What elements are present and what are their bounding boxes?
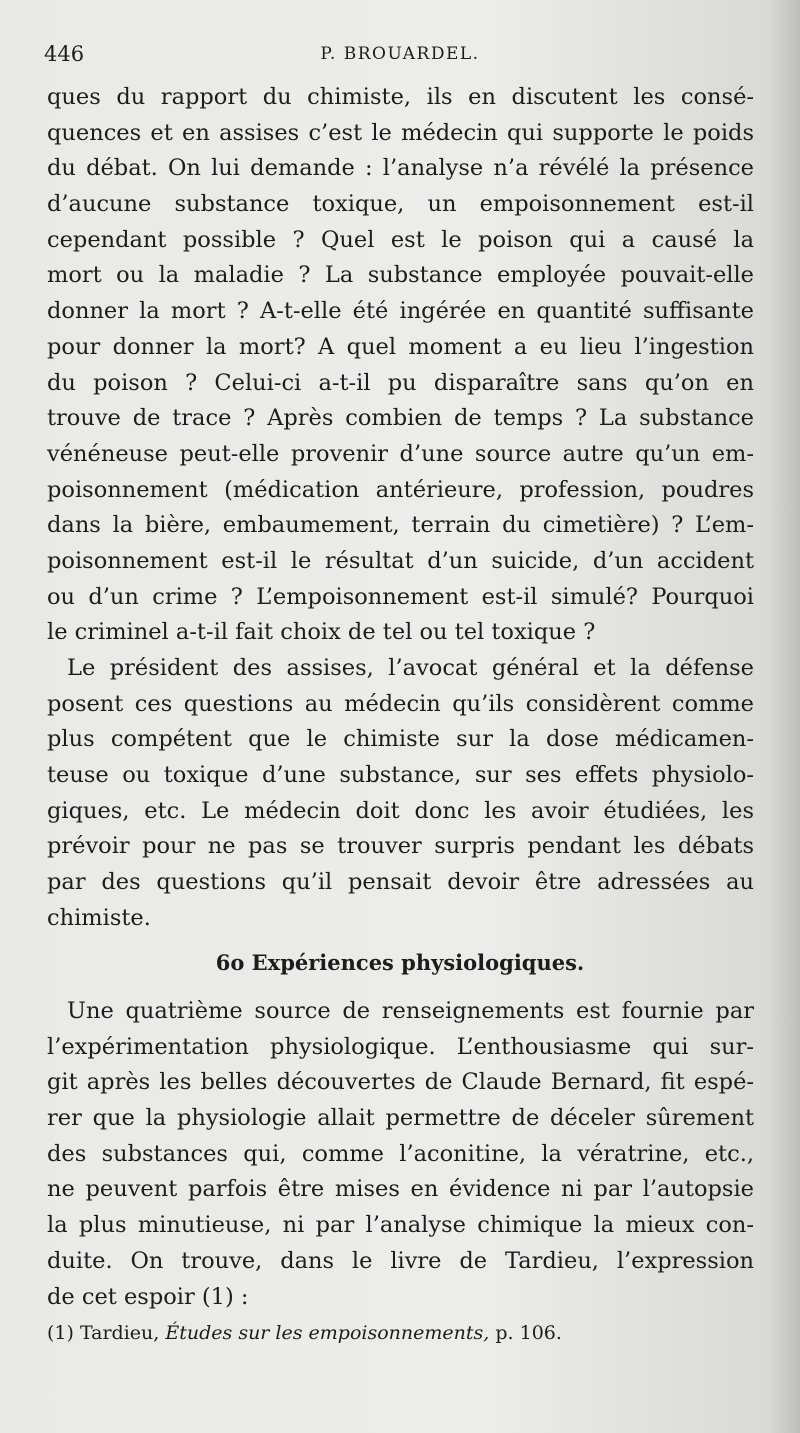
text-line: quences et en assises c’est le médecin qui supporte le poids <box>47 119 754 146</box>
running-title: P. BROUARDEL. <box>320 44 480 64</box>
text-line: cependant possible ? Quel est le poison qui a causé la <box>47 226 754 253</box>
text-line: rer que la physiologie allait permettre de déceler sûrement <box>47 1105 754 1132</box>
text-line: giques, etc. Le médecin doit donc les avoir étudiées, les <box>47 797 754 824</box>
text-line: des substances qui, comme l’aconitine, la vératrine, etc., <box>47 1140 754 1167</box>
text-line: l’expérimentation physiologique. L’enthousiasme qui sur- <box>47 1033 754 1060</box>
text-line: du débat. On lui demande : l’analyse n’a révélé la présence <box>47 155 754 182</box>
text-line: d’aucune substance toxique, un empoisonnement est-il <box>47 191 754 218</box>
text-line: vénéneuse peut-elle provenir d’une source autre qu’un em- <box>47 440 754 467</box>
text-line: la plus minutieuse, ni par l’analyse chimique la mieux con- <box>47 1212 754 1239</box>
text-line: ne peuvent parfois être mises en évidence ni par l’autopsie <box>47 1176 754 1203</box>
page-number: 446 <box>44 42 85 66</box>
text-line: Le président des assises, l’avocat général et la défense <box>67 655 754 681</box>
text-line: dans la bière, embaumement, terrain du cimetière) ? L’em- <box>47 512 754 539</box>
text-line: mort ou la maladie ? La substance employée pouvait-elle <box>47 262 754 289</box>
footnote-marker: (1) Tardieu, <box>47 1322 160 1344</box>
paragraph-3 <box>47 994 754 1315</box>
footnote <box>47 1322 754 1344</box>
section-heading: 6o Expériences physiologiques. <box>215 950 585 975</box>
text-line: duite. On trouve, dans le livre de Tardieu, l’expression <box>47 1247 754 1274</box>
footnote-title: Études sur les empoisonnements, <box>165 1322 490 1344</box>
text-line: prévoir pour ne pas se trouver surpris pendant les débats <box>47 833 754 860</box>
text-line: de cet espoir (1) : <box>47 1283 249 1310</box>
text-line: trouve de trace ? Après combien de temps ? La substance <box>47 405 754 432</box>
paragraph-1 <box>47 80 754 651</box>
paragraph-2 <box>47 651 754 937</box>
text-line: par des questions qu’il pensait devoir être adressées au <box>47 869 754 896</box>
text-line: ou d’un crime ? L’empoisonnement est-il simulé? Pourquoi <box>47 583 754 610</box>
text-line: ques du rapport du chimiste, ils en discutent les consé- <box>47 84 754 110</box>
text-line: plus compétent que le chimiste sur la dose médicamen- <box>47 726 754 753</box>
text-line: git après les belles découvertes de Claude Bernard, fit espé- <box>47 1069 754 1096</box>
text-line: chimiste. <box>47 904 151 931</box>
text-line: le criminel a-t-il fait choix de tel ou tel toxique ? <box>47 619 596 646</box>
text-line: poisonnement (médication antérieure, profession, poudres <box>47 476 754 503</box>
text-line: teuse ou toxique d’une substance, sur ses effets physiolo- <box>47 762 754 789</box>
text-line: poisonnement est-il le résultat d’un suicide, d’un accident <box>47 547 754 574</box>
footnote-page: p. 106. <box>495 1322 562 1344</box>
text-line: posent ces questions au médecin qu’ils considèrent comme <box>47 690 754 717</box>
text-line: pour donner la mort? A quel moment a eu lieu l’ingestion <box>47 333 754 360</box>
text-line: du poison ? Celui-ci a-t-il pu disparaître sans qu’on en <box>47 369 754 396</box>
page-header <box>44 40 756 74</box>
text-line: donner la mort ? A-t-elle été ingérée en quantité suffisante <box>47 298 754 325</box>
text-line: Une quatrième source de renseignements est fournie par <box>67 998 754 1024</box>
